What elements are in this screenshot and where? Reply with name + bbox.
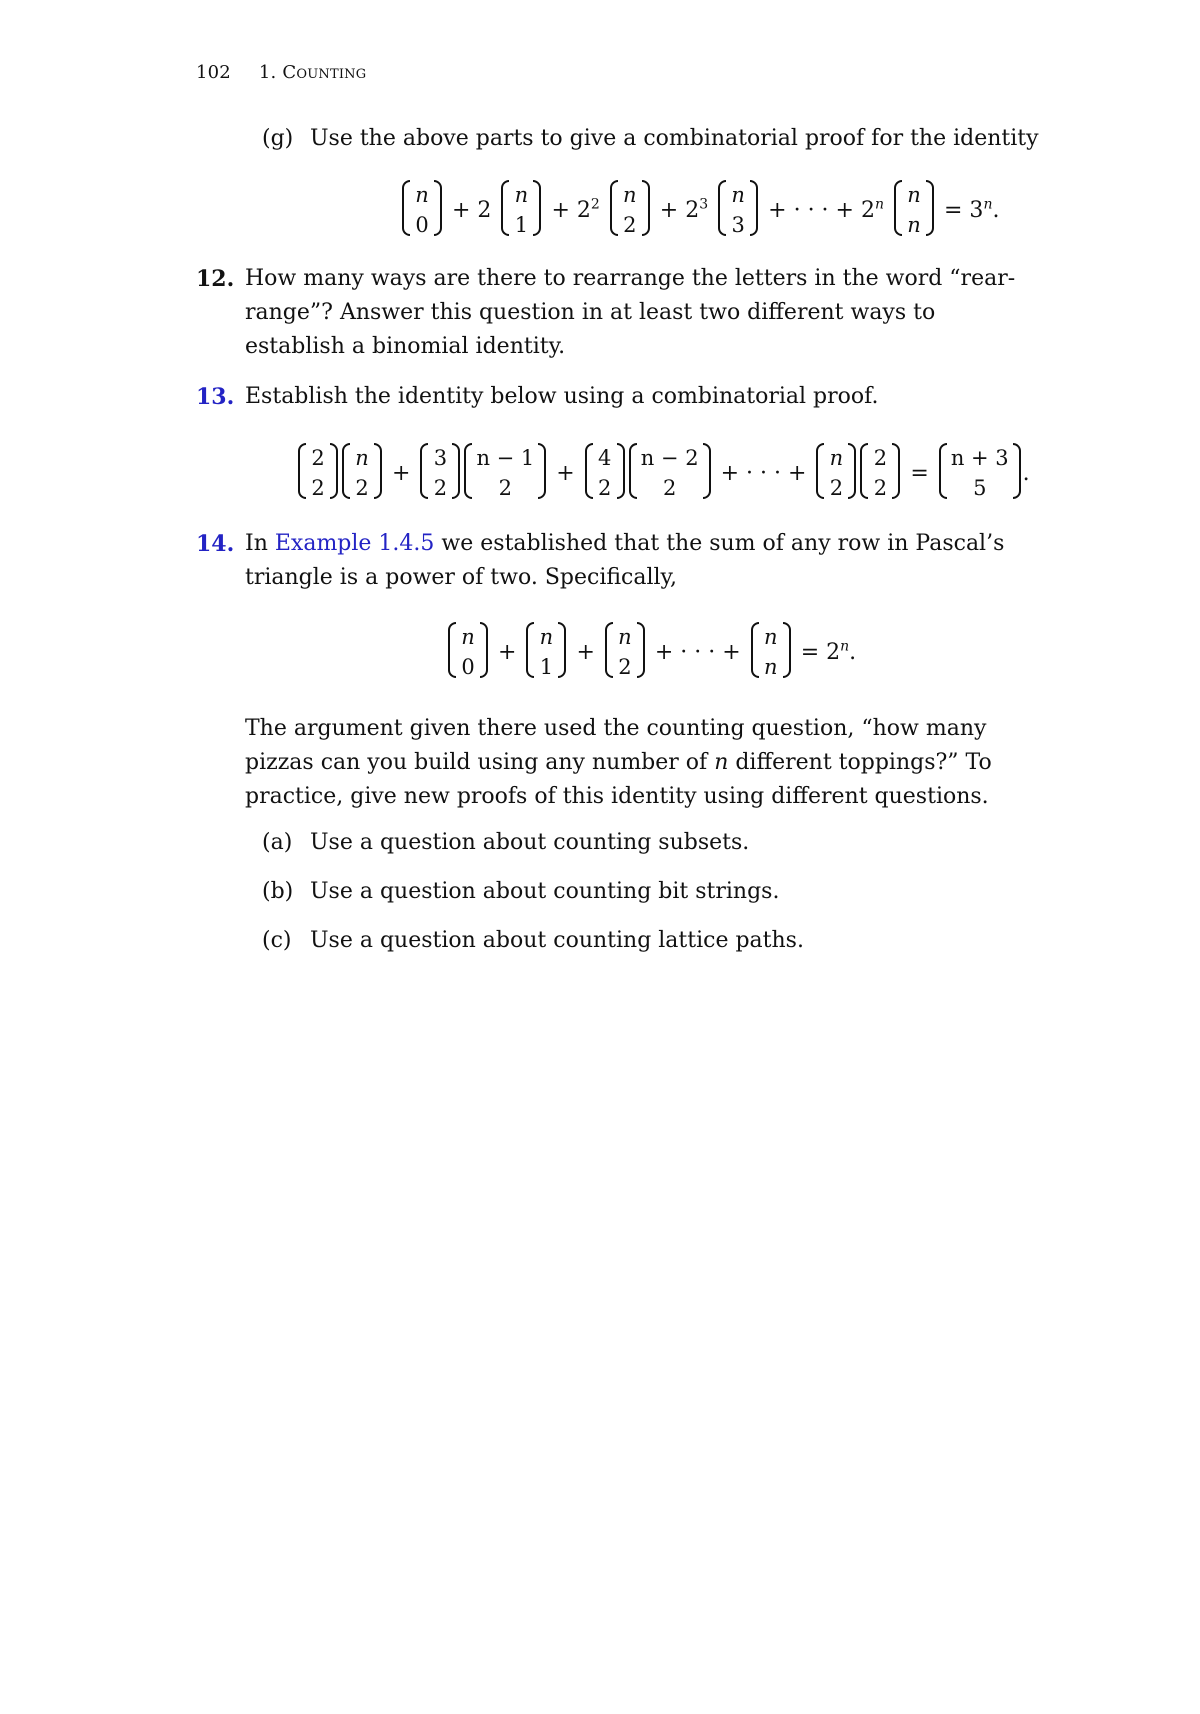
operator: + bbox=[556, 460, 575, 486]
problem-number: 13. bbox=[196, 384, 235, 410]
operator: + · · · + bbox=[720, 460, 807, 486]
chapter-title: 1. Counting bbox=[258, 62, 367, 83]
operator: + · · · + $2^n$ bbox=[768, 196, 884, 223]
problem-14-continuation: The argument given there used the counting question, “how many pizzas can you build using any number of n different toppings?” To practice, give new proofs of this identity using different questions. bbox=[245, 716, 992, 809]
binomial: n 0 bbox=[448, 622, 488, 682]
subitem-label: (a) bbox=[262, 830, 293, 855]
equation-1 bbox=[400, 180, 1007, 240]
binomial: n 2 bbox=[610, 180, 650, 240]
binomial: 3 2 bbox=[420, 443, 460, 503]
problem-12-text: How many ways are there to rearrange the letters in the word “rear-range”? Answer this question in at least two different ways to establish a binomial identity. bbox=[245, 266, 1016, 359]
binomial: n − 2 2 bbox=[629, 443, 711, 503]
operator: + bbox=[498, 639, 517, 665]
subitem-text: Use a question about counting lattice paths. bbox=[310, 928, 804, 953]
subitem-c bbox=[262, 924, 1042, 958]
operator: = bbox=[910, 460, 929, 486]
operator: + bbox=[576, 639, 595, 665]
equation-3 bbox=[446, 622, 864, 682]
binomial: n 3 bbox=[718, 180, 758, 240]
operator: + 2 bbox=[452, 197, 492, 223]
operator: + $2^2$ bbox=[551, 196, 600, 223]
binomial: n 2 bbox=[816, 443, 856, 503]
equation-2 bbox=[296, 443, 1030, 503]
problem-number: 14. bbox=[196, 531, 235, 557]
binomial: n n bbox=[894, 180, 934, 240]
binomial: n + 3 5 bbox=[939, 443, 1021, 503]
subitem-text: Use the above parts to give a combinatorial proof for the identity bbox=[310, 126, 1039, 151]
binomial: n 1 bbox=[526, 622, 566, 682]
problem-number: 12. bbox=[196, 266, 235, 292]
binomial: n n bbox=[751, 622, 791, 682]
page-number: 102 bbox=[196, 62, 231, 83]
binomial: n 0 bbox=[402, 180, 442, 240]
binomial: n 2 bbox=[342, 443, 382, 503]
subitem-b bbox=[262, 875, 1042, 909]
binomial: 2 2 bbox=[860, 443, 900, 503]
operator: + · · · + bbox=[654, 639, 741, 665]
equals-rhs: = $3^n$. bbox=[944, 196, 1000, 223]
binomial: n 2 bbox=[605, 622, 645, 682]
period: . bbox=[1022, 460, 1030, 486]
binomial: n 1 bbox=[501, 180, 541, 240]
subitem-a bbox=[262, 826, 1042, 860]
binomial: 2 2 bbox=[298, 443, 338, 503]
equals-rhs: = $2^n$. bbox=[800, 638, 857, 665]
subitem-label: (b) bbox=[262, 879, 294, 904]
problem-14-text: In Example 1.4.5 we established that the sum of any row in Pascal’s triangle is a power of two. Specifically, bbox=[245, 531, 1005, 590]
problem-13-text: Establish the identity below using a combinatorial proof. bbox=[245, 384, 879, 409]
binomial: 4 2 bbox=[585, 443, 625, 503]
subitem-text: Use a question about counting bit strings. bbox=[310, 879, 780, 904]
subitem-text: Use a question about counting subsets. bbox=[310, 830, 750, 855]
operator: + bbox=[392, 460, 411, 486]
subitem-label: (c) bbox=[262, 928, 292, 953]
example-link[interactable]: Example 1.4.5 bbox=[274, 531, 435, 556]
subitem-g bbox=[262, 122, 1042, 156]
operator: + $2^3$ bbox=[659, 196, 709, 223]
subitem-label: (g) bbox=[262, 126, 294, 151]
binomial: n − 1 2 bbox=[464, 443, 546, 503]
running-header bbox=[196, 62, 366, 83]
